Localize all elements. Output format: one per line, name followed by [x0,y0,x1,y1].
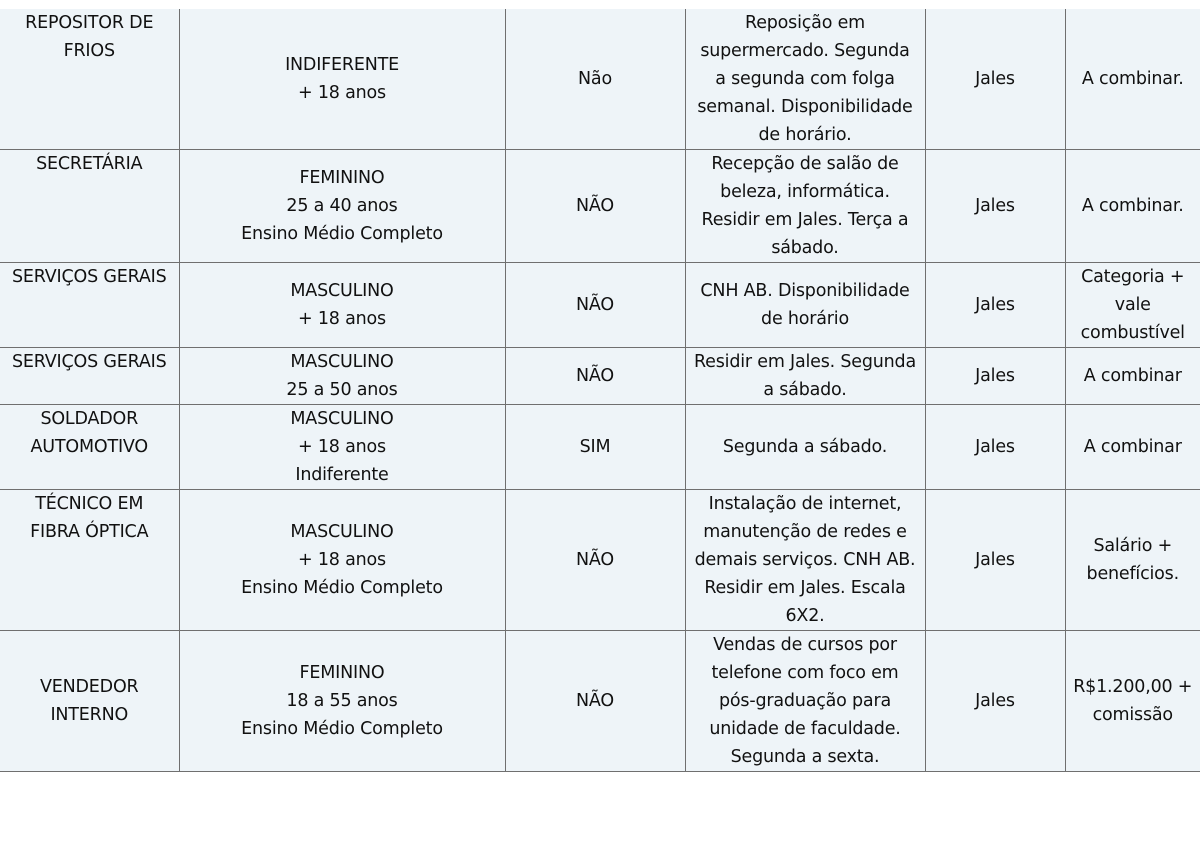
perfil-cell: MASCULINO + 18 anos [179,263,505,348]
pcd-cell: NÃO [505,490,685,631]
pcd-cell: NÃO [505,150,685,263]
cargo-cell: SECRETÁRIA [0,150,179,263]
table-row [0,348,1200,405]
cidade-cell: Jales [925,263,1065,348]
table-row [0,405,1200,490]
pcd-cell: NÃO [505,631,685,772]
pcd-cell: SIM [505,405,685,490]
cargo-cell: VENDEDOR INTERNO [0,631,179,772]
cidade-cell: Jales [925,150,1065,263]
cargo-cell: SERVIÇOS GERAIS [0,348,179,405]
pcd-cell: Não [505,9,685,150]
cidade-cell: Jales [925,631,1065,772]
perfil-cell: MASCULINO + 18 anos Ensino Médio Completo [179,490,505,631]
perfil-cell: FEMININO 18 a 55 anos Ensino Médio Completo [179,631,505,772]
salario-cell: A combinar [1065,348,1200,405]
salario-cell: Salário + benefícios. [1065,490,1200,631]
perfil-cell: INDIFERENTE + 18 anos [179,9,505,150]
cidade-cell: Jales [925,9,1065,150]
descricao-cell: Residir em Jales. Segunda a sábado. [685,348,925,405]
table-row [0,490,1200,631]
cargo-cell: SOLDADOR AUTOMOTIVO [0,405,179,490]
descricao-cell: Reposição em supermercado. Segunda a segunda com folga semanal. Disponibilidade de horário. [685,9,925,150]
descricao-cell: Recepção de salão de beleza, informática. Residir em Jales. Terça a sábado. [685,150,925,263]
cidade-cell: Jales [925,405,1065,490]
salario-cell: A combinar. [1065,150,1200,263]
job-listings-table [0,9,1200,772]
table-row [0,9,1200,150]
cargo-cell: REPOSITOR DE FRIOS [0,9,179,150]
salario-cell: A combinar. [1065,9,1200,150]
descricao-cell: Vendas de cursos por telefone com foco em pós-graduação para unidade de faculdade. Segunda a sexta. [685,631,925,772]
cargo-cell: TÉCNICO EM FIBRA ÓPTICA [0,490,179,631]
pcd-cell: NÃO [505,348,685,405]
table-row [0,150,1200,263]
salario-cell: Categoria + vale combustível [1065,263,1200,348]
descricao-cell: Instalação de internet, manutenção de redes e demais serviços. CNH AB. Residir em Jales. Escala 6X2. [685,490,925,631]
salario-cell: R$1.200,00 + comissão [1065,631,1200,772]
perfil-cell: MASCULINO 25 a 50 anos [179,348,505,405]
cidade-cell: Jales [925,490,1065,631]
perfil-cell: FEMININO 25 a 40 anos Ensino Médio Completo [179,150,505,263]
cargo-cell: SERVIÇOS GERAIS [0,263,179,348]
perfil-cell: MASCULINO + 18 anos Indiferente [179,405,505,490]
pcd-cell: NÃO [505,263,685,348]
cidade-cell: Jales [925,348,1065,405]
descricao-cell: CNH AB. Disponibilidade de horário [685,263,925,348]
table-row [0,263,1200,348]
descricao-cell: Segunda a sábado. [685,405,925,490]
salario-cell: A combinar [1065,405,1200,490]
table-row [0,631,1200,772]
